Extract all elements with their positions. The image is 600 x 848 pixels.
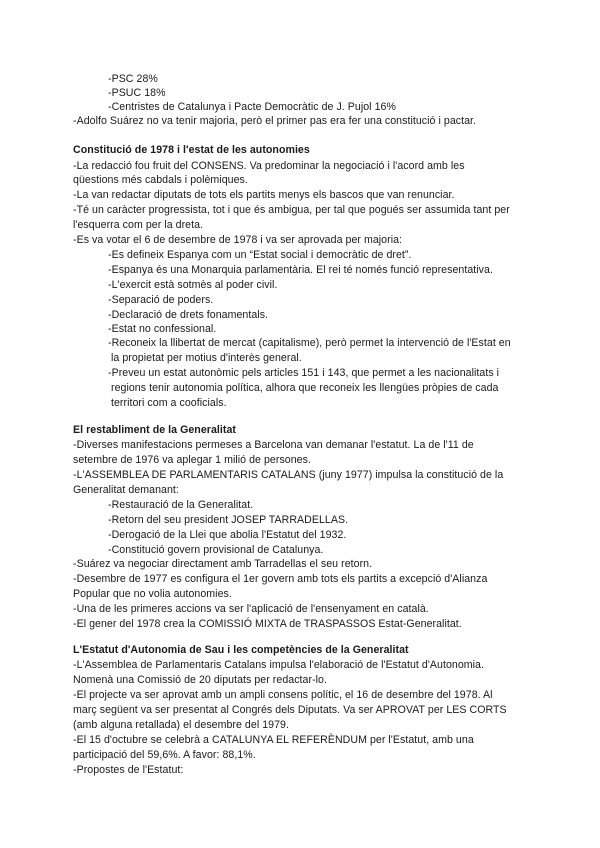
list-item: -Estat no confessional.	[108, 323, 217, 335]
list-item: -Declaració de drets fonamentals.	[108, 309, 269, 321]
section-heading: El restabliment de la Generalitat	[73, 424, 236, 436]
paragraph-line: -Té un caràcter progressista, tot i que és ambigua, per tal que pogués ser assumida tant per	[73, 204, 510, 216]
list-item: -Restauració de la Generalitat.	[108, 499, 254, 511]
paragraph-line: -Suárez va negociar directament amb Tarradellas el seu retorn.	[73, 558, 373, 570]
paragraph-line: participació del 59,6%. A favor: 88,1%.	[73, 749, 256, 761]
paragraph-line: març següent va ser presentat al Congrés dels Diputats. Va ser APROVAT per LES CORTS	[73, 704, 507, 716]
paragraph-line: (amb alguna retallada) el desembre del 1979.	[73, 719, 289, 731]
list-item: -Derogació de la Llei que abolia l'Estatut del 1932.	[108, 529, 347, 541]
list-item: -Espanya és una Monarquia parlamentària. El rei té només funció representativa.	[108, 264, 493, 276]
paragraph-line: -L'Assemblea de Parlamentaris Catalans impulsa l'elaboració de l'Estatut d'Autonomia.	[73, 659, 484, 671]
paragraph-line: -La van redactar diputats de tots els partits menys els bascos que van renunciar.	[73, 189, 455, 201]
list-item: -Retorn del seu president JOSEP TARRADELLAS.	[108, 514, 349, 526]
section-heading: Constitució de 1978 i l'estat de les autonomies	[73, 144, 310, 156]
paragraph-line: -Una de les primeres accions va ser l'aplicació de l'ensenyament en català.	[73, 603, 429, 615]
paragraph-line: l'esquerra com per la dreta.	[73, 219, 204, 231]
paragraph-line: -El 15 d'octubre se celebrà a CATALUNYA EL REFERÈNDUM per l'Estatut, amb una	[73, 734, 474, 746]
list-item: -Preveu un estat autonòmic pels articles 151 i 143, que permet a les nacionalitats i	[108, 367, 500, 379]
list-item: la propietat per motius d'interès general.	[111, 352, 302, 364]
list-item: -Separació de poders.	[108, 294, 214, 306]
list-item: regions tenir autonomia política, alhora que reconeix les llengües pròpies de cada	[111, 382, 499, 394]
paragraph-line: -El projecte va ser aprovat amb un ampli consens polític, el 16 de desembre del 1978. Al	[73, 689, 493, 701]
paragraph-line: -Es va votar el 6 de desembre de 1978 i va ser aprovada per majoria:	[73, 234, 403, 246]
paragraph-line: Generalitat demanant:	[73, 484, 179, 496]
paragraph-line: -Diverses manifestacions permeses a Barcelona van demanar l'estatut. La de l'11 de	[73, 439, 474, 451]
list-item: -Centristes de Catalunya i Pacte Democràtic de J. Pujol 16%	[108, 101, 396, 113]
section-heading: L'Estatut d'Autonomia de Sau i les competències de la Generalitat	[73, 644, 409, 656]
paragraph-line: -L'ASSEMBLEA DE PARLAMENTARIS CATALANS (juny 1977) impulsa la constitució de la	[73, 469, 504, 481]
paragraph-line: -Adolfo Suárez no va tenir majoria, però el primer pas era fer una constitució i pactar.	[73, 115, 477, 127]
paragraph-line: -Propostes de l'Estatut:	[73, 764, 184, 776]
paragraph-line: Popular que no volia autonomies.	[73, 588, 232, 600]
list-item: -Es defineix Espanya com un “Estat social i democràtic de dret”.	[108, 249, 412, 261]
list-item: -Constitució govern provisional de Catalunya.	[108, 544, 324, 556]
list-item: territori com a cooficials.	[111, 397, 227, 409]
paragraph-line: Nomenà una Comissió de 20 diputats per redactar-lo.	[73, 674, 327, 686]
paragraph-line: setembre de 1976 va aplegar 1 milió de persones.	[73, 454, 311, 466]
paragraph-line: -Desembre de 1977 es configura el 1er govern amb tots els partits a excepció d'Alianza	[73, 573, 488, 585]
paragraph-line: -El gener del 1978 crea la COMISSIÓ MIXTA de TRASPASSOS Estat-Generalitat.	[73, 618, 462, 630]
list-item: -PSC 28%	[108, 73, 158, 85]
list-item: -L'exercit està sotmès al poder civil.	[108, 279, 278, 291]
paragraph-line: qüestions més cabdals i polèmiques.	[73, 174, 248, 186]
list-item: -PSUC 18%	[108, 87, 166, 99]
paragraph-line: -La redacció fou fruit del CONSENS. Va predominar la negociació i l'acord amb les	[73, 160, 465, 172]
list-item: -Reconeix la llibertat de mercat (capitalisme), però permet la intervenció de l'Estat en	[108, 337, 511, 349]
